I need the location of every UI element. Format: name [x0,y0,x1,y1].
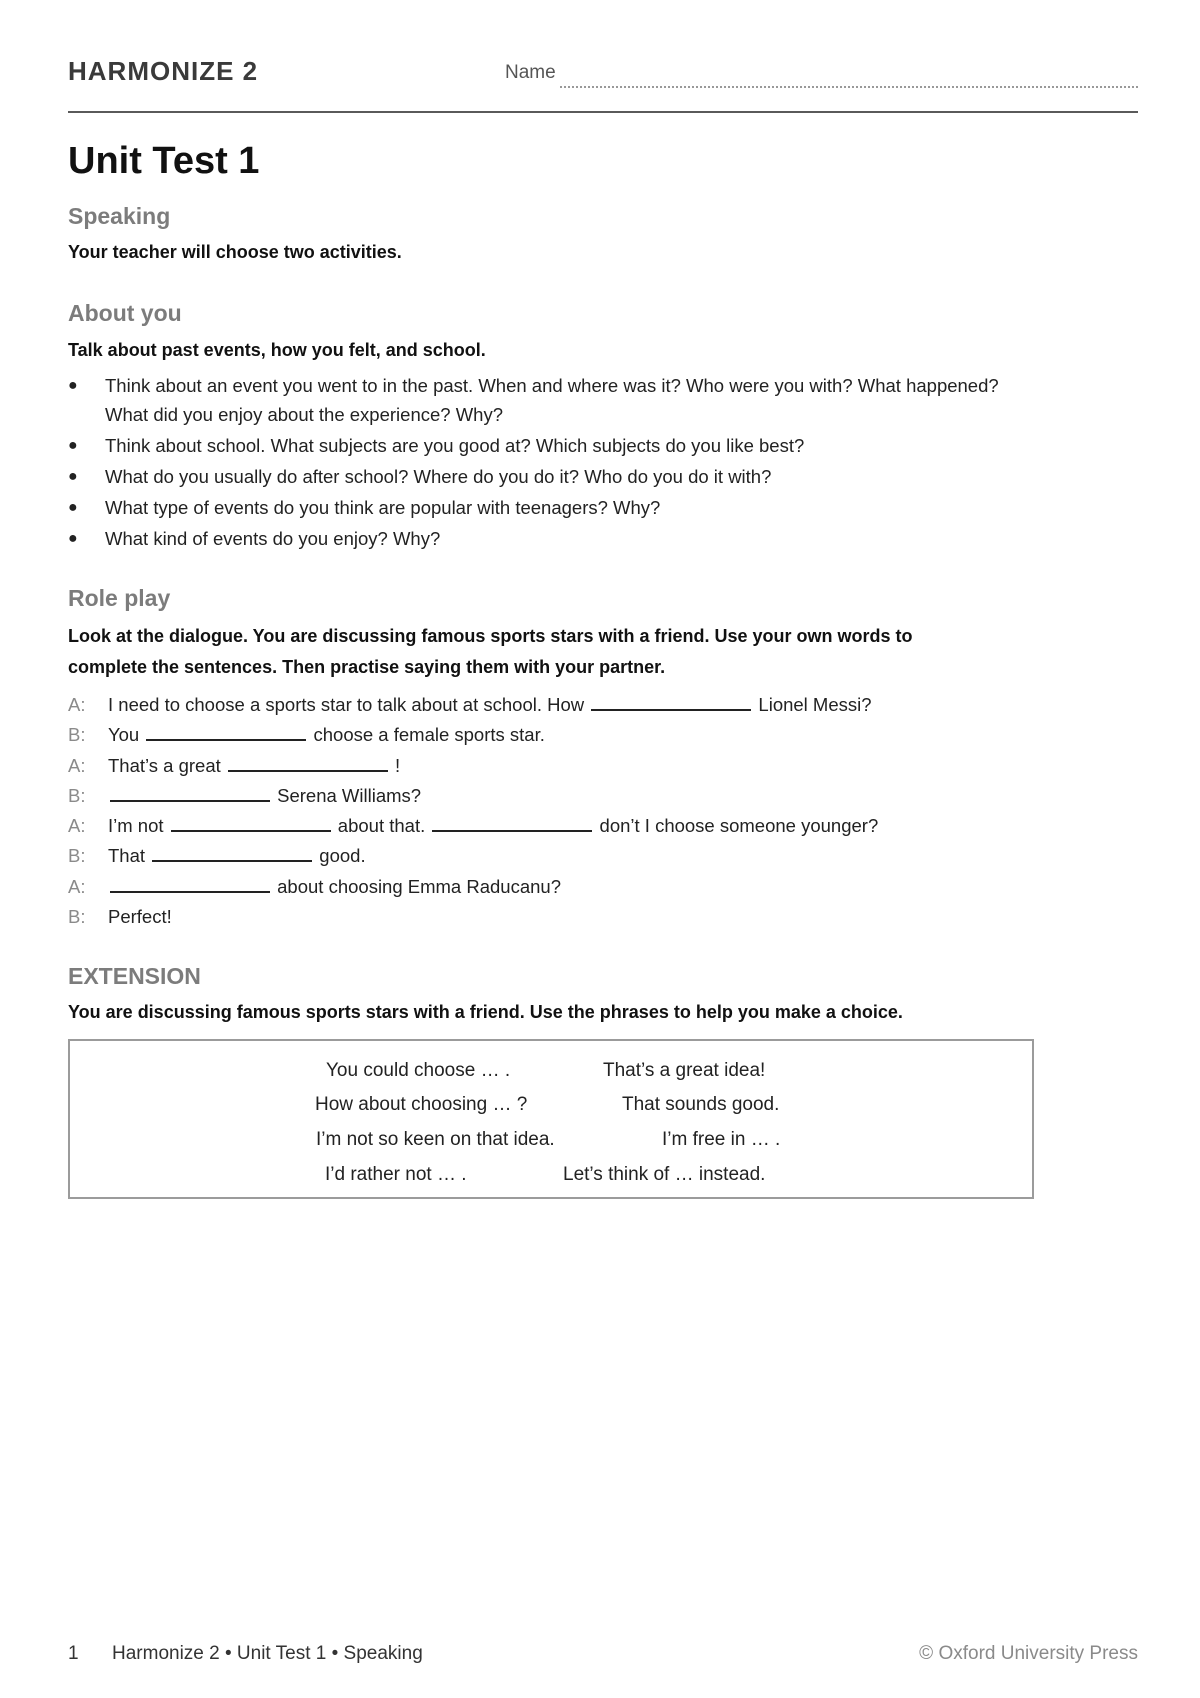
list-item [68,524,1148,553]
speaker-label: A: [68,754,86,776]
bullet-icon: ● [68,377,78,394]
speaker-label: B: [68,906,86,928]
dialogue-line [68,841,878,871]
list-item [68,431,1148,460]
bullet-icon: ● [68,499,78,516]
answer-blank[interactable] [110,782,270,802]
dialogue-text: choose a female sports star. [308,724,545,746]
dialogue-text: Perfect! [108,906,172,928]
dialogue-line [68,720,878,750]
speaker-label: A: [68,875,86,897]
bullet-text: What do you usually do after school? Where do you do it? Who do you do it with? [105,466,772,487]
speaking-instruction: Your teacher will choose two activities. [68,242,402,262]
bullet-icon: ● [68,530,78,547]
phrase: I’d rather not … . [325,1164,467,1185]
about-you-instruction: Talk about past events, how you felt, and school. [68,340,486,360]
role-play-instruction [68,621,912,683]
dialogue [68,690,878,932]
dialogue-text: about that. [332,815,431,837]
phrase: That’s a great idea! [603,1060,766,1081]
answer-blank[interactable] [152,842,312,862]
dialogue-text: good. [314,845,366,867]
about-you-heading: About you [68,300,182,326]
dialogue-line [68,902,878,932]
dialogue-text: That’s a great [108,754,226,776]
dialogue-text: ! [389,754,401,776]
bullet-icon: ● [68,437,78,454]
dialogue-text: about choosing Emma Raducanu? [272,875,561,897]
bullet-text: Think about an event you went to in the past. When and where was it? Who were you with? What happened? [105,375,999,396]
list-item [68,462,1148,491]
name-label: Name [505,62,556,83]
header-divider [68,111,1138,113]
answer-blank[interactable] [110,873,270,893]
speaker-label: B: [68,845,86,867]
dialogue-text: don’t I choose someone younger? [594,815,879,837]
dialogue-line [68,751,878,781]
speaking-heading: Speaking [68,203,171,229]
bullet-text-continued: What did you enjoy about the experience? Why? [105,404,503,425]
brand-logo: HARMONIZE 2 [68,56,259,86]
dialogue-line [68,872,878,902]
answer-blank[interactable] [228,752,388,772]
phrase: You could choose … . [326,1060,511,1081]
dialogue-text: That [108,845,151,867]
page-number: 1 [68,1643,79,1664]
dialogue-text: Serena Williams? [272,784,422,806]
dialogue-line [68,690,878,720]
phrase-box [68,1039,1034,1199]
dialogue-text: Lionel Messi? [753,694,872,715]
phrase: Let’s think of … instead. [563,1164,766,1185]
speaker-label: B: [68,724,86,746]
phrase: I’m free in … . [662,1129,781,1150]
answer-blank[interactable] [146,721,306,741]
answer-blank[interactable] [171,812,331,832]
name-field[interactable] [560,86,1138,88]
copyright: © Oxford University Press [919,1643,1138,1664]
bullet-icon: ● [68,468,78,485]
dialogue-text: You [108,724,145,746]
footer-text: Harmonize 2 • Unit Test 1 • Speaking [112,1643,423,1664]
speaker-label: A: [68,694,86,715]
role-play-heading: Role play [68,585,171,611]
phrase: That sounds good. [622,1094,780,1115]
dialogue-text: I need to choose a sports star to talk about at school. How [108,694,590,715]
answer-blank[interactable] [591,691,751,711]
bullet-text: What type of events do you think are popular with teenagers? Why? [105,497,661,518]
extension-instruction: You are discussing famous sports stars with a friend. Use the phrases to help you make a choice. [68,1002,903,1022]
extension-heading: EXTENSION [68,963,201,989]
about-you-bullet-list [68,371,1148,555]
answer-blank[interactable] [432,812,592,832]
phrase: How about choosing … ? [315,1094,528,1115]
bullet-text: Think about school. What subjects are you good at? Which subjects do you like best? [105,435,805,456]
phrase: I’m not so keen on that idea. [316,1129,555,1150]
bullet-text: What kind of events do you enjoy? Why? [105,528,441,549]
dialogue-text: I’m not [108,815,169,837]
role-play-instruction-line-1: Look at the dialogue. You are discussing famous sports stars with a friend. Use your own words to [68,626,913,646]
speaker-label: B: [68,784,86,806]
speaker-label: A: [68,815,86,837]
list-item [68,371,1148,429]
dialogue-line [68,811,878,841]
page-title: Unit Test 1 [68,140,260,182]
role-play-instruction-line-2: complete the sentences. Then practise saying them with your partner. [68,657,666,677]
dialogue-line [68,781,878,811]
list-item [68,493,1148,522]
